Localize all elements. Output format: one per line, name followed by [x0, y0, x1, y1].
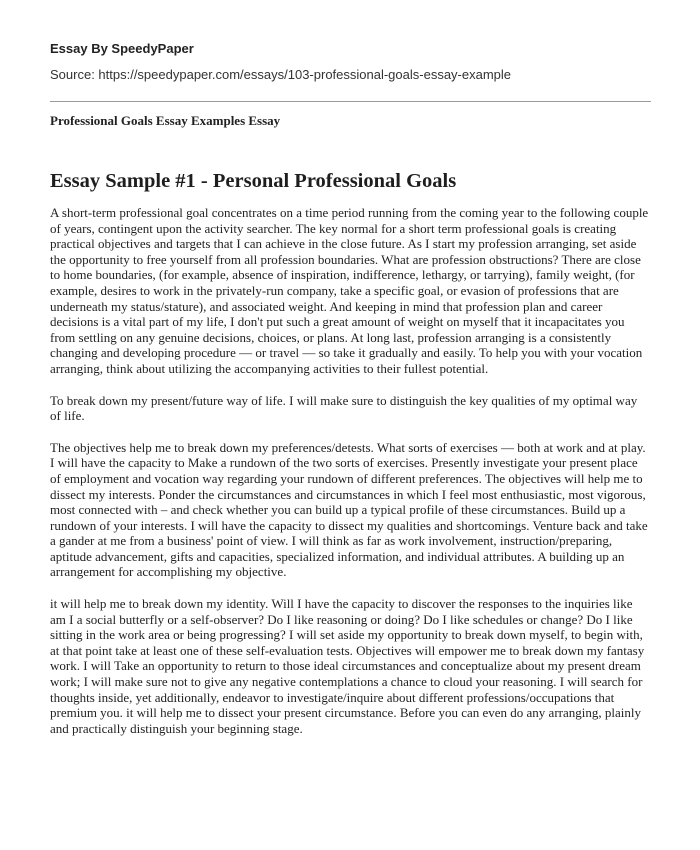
paragraph-4: it will help me to break down my identity. Will I have the capacity to discover the responses to the inquiries like am I a social butterfly or a self-observer? Do I like reasoning or doing? Do I like schedules or change? Do I like sitting in the work area or being progressing? I will set aside my opportunity to break down myself, to begin with, at that point take at least one of these self-evaluation tests. Objectives will empower me to break down my fantasy work. I will Take an opportunity to return to those ideal circumstances and conceptualize about my present dream work; I will make sure not to give any negative contemplations a chance to cloud your reasoning. I will search for thoughts inside, yet additionally, endeavor to investigate/inquire about different professions/occupations that premium you. it will help me to dissect your present circumstance. Before you can even do any arranging, plainly and practically distinguish your beginning stage. [50, 596, 645, 736]
paragraph-1: A short-term professional goal concentrates on a time period running from the coming year to the following couple of years, contingent upon the activity searcher. The key normal for a short term professional goals is creating practical objectives and targets that I can achieve in the close future. As I start my profession arranging, set aside the opportunity to free yourself from all profession boundaries. What are profession obstructions? There are close to home boundaries, (for example, absence of inspiration, indifference, lethargy, or tarrying), family weight, (for example, desires to work in the privately-run company, take a specific goal, or evasion of professions that are underneath my status/stature), and associated weight. And keeping in mind that profession plan and career decisions is a vital part of my life, I don't put such a great amount of weight on myself that it incapacitates you from settling on any genuine decisions, choices, or plans. At long last, profession arranging is a consistently changing and developing procedure — or travel — so take it gradually and easily. To help you with your vocation arranging, think about utilizing the accompanying activities to their fullest potential. [50, 205, 649, 376]
paragraph-2: To break down my present/future way of life. I will make sure to distinguish the key qualities of my optimal way of life. [50, 392, 638, 424]
paragraph-3: The objectives help me to break down my preferences/detests. What sorts of exercises — both at work and at play. I will have the capacity to Make a rundown of the two sorts of exercises. Presently investigate your present place of employment and vocation way regarding your rundown of different preferences. The objectives will help me to dissect my interests. Ponder the circumstances and circumstances in which I feel most enthusiastic, most vigorous, most connected with – and check whether you can build up a typical profile of these circumstances. Build up a rundown of your interests. I will have the capacity to dissect my qualities and shortcomings. Venture back and take a gander at me from a business' point of view. I will think as far as work involvement, instruction/preparing, aptitude advancement, gifts and capacities, specialized information, and individual attributes. A building up an arrangement for accomplishing my objective. [50, 439, 648, 580]
essay-heading: Essay Sample #1 - Personal Professional Goals [50, 170, 457, 192]
document-title: Professional Goals Essay Examples Essay [50, 113, 281, 128]
header-divider [50, 101, 651, 102]
site-title: Essay By SpeedyPaper [50, 41, 194, 56]
source-line: Source: https://speedypaper.com/essays/103-professional-goals-essay-example [50, 67, 512, 82]
